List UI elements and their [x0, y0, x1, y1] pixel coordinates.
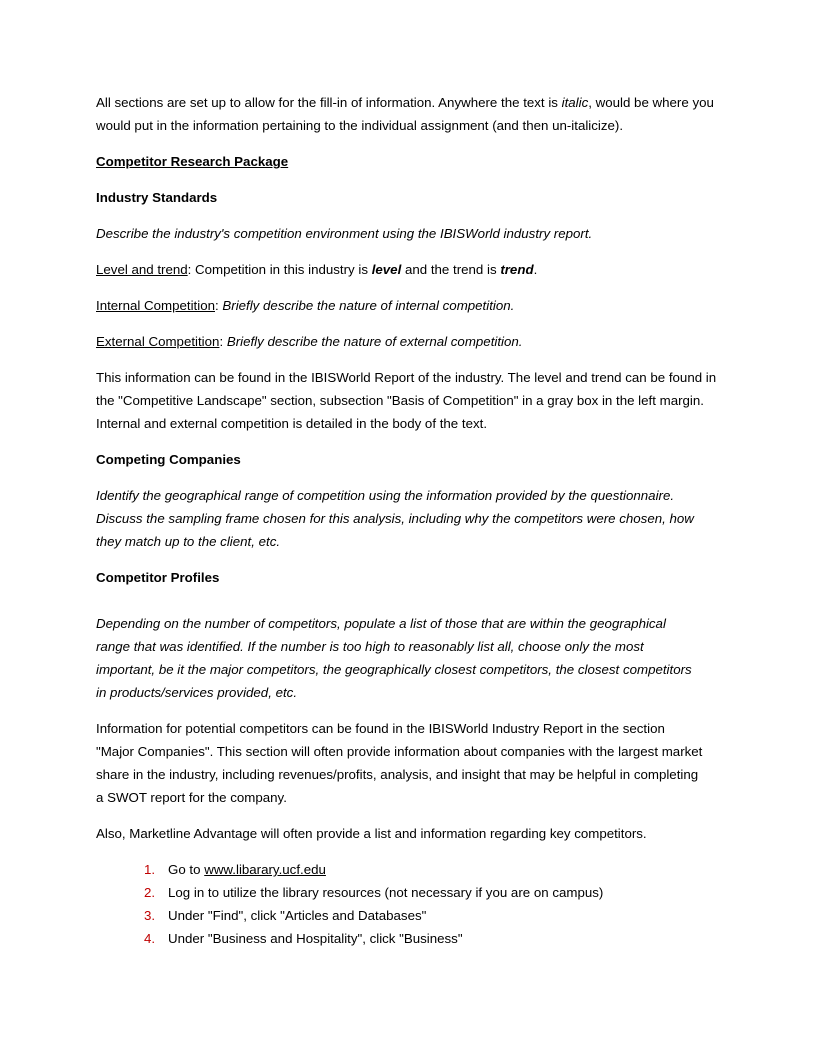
internal-competition-label: Internal Competition [96, 298, 215, 313]
competing-companies-heading: Competing Companies [96, 452, 241, 467]
library-link[interactable]: www.libarary.ucf.edu [204, 862, 326, 877]
level-trend-line [96, 258, 720, 281]
level-trend-text-1: : Competition in this industry is [187, 262, 372, 277]
internal-competition-sep: : [215, 298, 223, 313]
external-competition-sep: : [219, 334, 227, 349]
document-title: Competitor Research Package [96, 154, 289, 169]
competitor-profiles-info: Information for potential competitors can be found in the IBISWorld Industry Report in the section "Major Companies". This section will often provide information about companies with the largest market share in the industry, including revenues/profits, analysis, and insight that may be helpful in completing a SWOT report for the company. [96, 721, 703, 805]
industry-standards-heading: Industry Standards [96, 190, 218, 205]
list-item [144, 904, 720, 927]
competing-companies-text: Identify the geographical range of competition using the information provided by the questionnaire. Discuss the sampling frame chosen for this analysis, including why the competitors were chosen, how they match up to the client, etc. [96, 488, 694, 549]
intro-text-1: All sections are set up to allow for the fill-in of information. Anywhere the text is [96, 95, 562, 110]
external-competition-line [96, 330, 720, 353]
level-placeholder: level [371, 262, 402, 277]
intro-italic-word: italic [561, 95, 589, 110]
blank-line [96, 602, 720, 612]
level-trend-text-2: and the trend is [401, 262, 501, 277]
step-text: Log in to utilize the library resources (not necessary if you are on campus) [168, 885, 604, 900]
external-competition-text: Briefly describe the nature of external competition. [226, 334, 523, 349]
list-item [144, 927, 720, 950]
intro-paragraph [96, 91, 720, 137]
step-text: Under "Find", click "Articles and Databases" [168, 908, 427, 923]
industry-describe-text: Describe the industry's competition environment using the IBISWorld industry report. [96, 226, 593, 241]
trend-placeholder: trend [500, 262, 534, 277]
level-trend-text-3: . [533, 262, 538, 277]
competitor-profiles-italic-text: Depending on the number of competitors, populate a list of those that are within the geographical range that was identified. If the number is too high to reasonably list all, choose only the most important, be it the major competitors, the geographically closest competitors, the closest competitors in products/services provided, etc. [96, 616, 692, 700]
step-number: 4. [144, 931, 156, 946]
internal-competition-line [96, 294, 720, 317]
step-prefix: Go to [168, 862, 205, 877]
library-steps-list [96, 858, 720, 950]
list-item [144, 881, 720, 904]
step-text [168, 858, 326, 881]
intro-text-2: , would be where you would put in the information pertaining to the individual assignment (and then un-italicize). [96, 95, 714, 133]
industry-info-paragraph: This information can be found in the IBISWorld Report of the industry. The level and trend can be found in the "Competitive Landscape" section, subsection "Basis of Competition" in a gray box in the left margin. Internal and external competition is detailed in the body of the text. [96, 370, 717, 431]
step-number: 2. [144, 885, 156, 900]
document-page [96, 91, 720, 950]
step-number: 3. [144, 908, 156, 923]
competitor-profiles-heading: Competitor Profiles [96, 570, 220, 585]
internal-competition-text: Briefly describe the nature of internal competition. [222, 298, 515, 313]
list-item [144, 858, 720, 881]
external-competition-label: External Competition [96, 334, 220, 349]
marketline-paragraph: Also, Marketline Advantage will often provide a list and information regarding key competitors. [96, 826, 647, 841]
level-trend-label: Level and trend [96, 262, 188, 277]
step-number: 1. [144, 862, 156, 877]
step-text: Under "Business and Hospitality", click "Business" [168, 931, 463, 946]
